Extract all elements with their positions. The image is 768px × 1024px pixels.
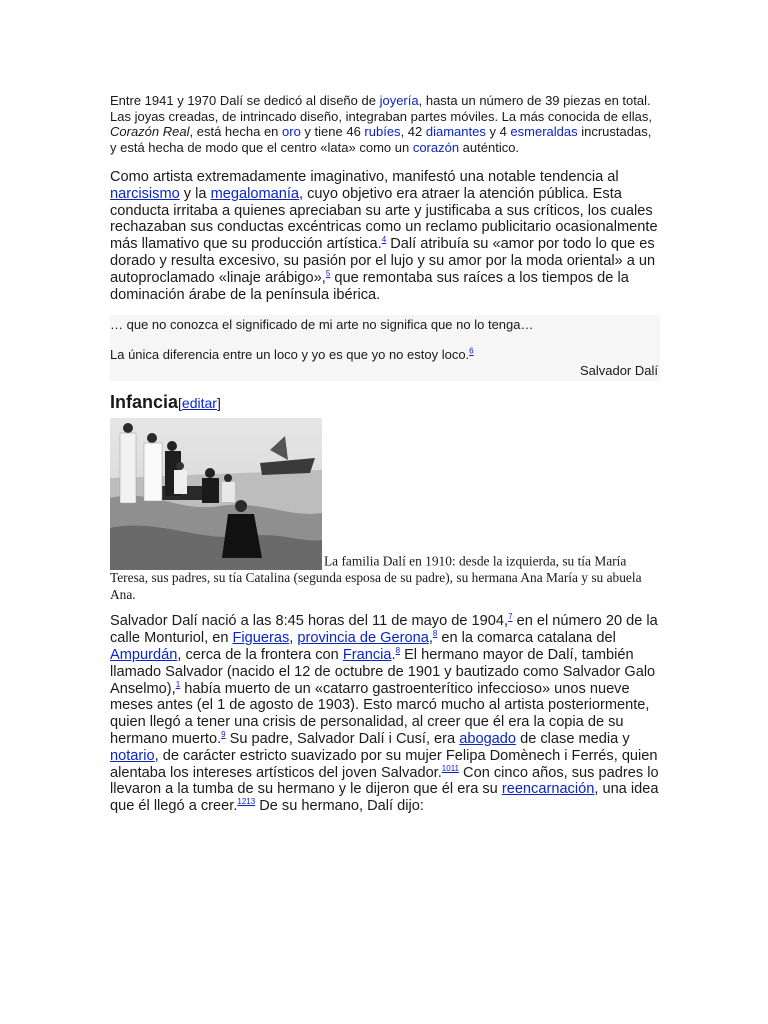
bracket: [	[178, 395, 182, 412]
text-run: Como artista extremadamente imaginativo, manifestó una notable tendencia al	[110, 169, 619, 185]
edit-link[interactable]: editar	[181, 395, 217, 412]
text-run: y 4	[485, 124, 511, 139]
text-run: había muerto de un «catarro gastroenterítico infeccioso» unos nueve meses antes (el 1 de agosto de 1903). Esto marcó mucho al artista posteriormente, quien llegó a tener una crisis de personalidad, al creer que él era la copia de su hermano muerto.	[110, 680, 650, 747]
link-ampurdan[interactable]: Ampurdán	[110, 646, 178, 663]
birth-paragraph	[110, 613, 660, 815]
link-reencarnacion[interactable]: reencarnación	[501, 781, 595, 798]
jewel-title: Corazón Real	[110, 124, 190, 139]
text-run: y la	[179, 185, 211, 202]
quote-line-1: … que no conozca el significado de mi arte no significa que no lo tenga…	[110, 317, 534, 333]
ref-9[interactable]: 9	[221, 730, 226, 740]
text-run: ,	[289, 630, 298, 647]
text-run: , una idea que él llegó a creer.	[110, 781, 659, 815]
text-run: Con cinco años, sus padres lo llevaron a la tumba de su hermano y le dijeron que él era su	[110, 764, 659, 798]
ref-4[interactable]: 4	[381, 235, 387, 245]
quote-author: Salvador Dalí	[579, 363, 658, 379]
link-megalomania[interactable]: megalomanía	[210, 185, 300, 202]
link-oro[interactable]: oro	[282, 124, 301, 139]
text-run: , cerca de la frontera con	[177, 646, 343, 663]
text-run: .	[391, 646, 396, 663]
link-esmeraldas[interactable]: esmeraldas	[510, 124, 578, 139]
family-photo[interactable]	[110, 418, 322, 570]
text-run: y tiene 46	[300, 124, 365, 139]
ref-5[interactable]: 5	[325, 268, 331, 278]
text-run: en el número 20 de la calle Monturiol, en	[110, 613, 658, 647]
text-run: El hermano mayor de Dalí, también llamado Salvador (nacido el 12 de octubre de 1901 y bautizado como Salvador Galo Anselmo),	[110, 646, 656, 697]
jewelry-paragraph	[110, 93, 660, 155]
ref-10-11[interactable]: 1011	[441, 763, 459, 773]
link-francia[interactable]: Francia	[342, 646, 392, 663]
text-run: Dalí atribuía su «amor por todo lo que es dorado y resulta excesivo, su pasión por el lujo y su amor por la moda oriental» a un autoproclamado «linaje arábigo»,	[110, 236, 656, 286]
ref-7[interactable]: 7	[508, 612, 513, 622]
text-run: de clase media y	[516, 730, 630, 747]
link-rubies[interactable]: rubíes	[364, 124, 401, 139]
personality-paragraph	[110, 169, 660, 303]
section-heading	[110, 391, 660, 414]
article-body	[110, 93, 660, 815]
dali-quote	[110, 315, 660, 381]
ref-1[interactable]: 1	[175, 679, 181, 689]
bracket: ]	[216, 395, 221, 412]
text-run: De su hermano, Dalí dijo:	[255, 798, 424, 815]
ref-8[interactable]: 8	[395, 646, 401, 656]
ref-8[interactable]: 8	[432, 629, 438, 639]
link-notario[interactable]: notario	[110, 747, 155, 764]
text-run: ,	[428, 630, 433, 647]
text-run: en la comarca catalana del	[437, 630, 616, 647]
family-photo-figure	[110, 418, 660, 603]
text-run: , está hecha en	[189, 124, 283, 139]
text-run: auténtico.	[459, 139, 520, 155]
text-run: Salvador Dalí nació a las 8:45 horas del 11 de mayo de 1904,	[110, 613, 509, 630]
text-run: , de carácter estricto suavizado por su mujer Felipa Domènech i Ferrés, quien alentaba los intereses artísticos del joven Salvador.	[110, 747, 658, 781]
text-run: , 42	[400, 124, 426, 139]
text-run: incrustadas, y está hecha de modo que el centro «lata» como un	[110, 124, 652, 155]
text-run: La única diferencia entre un loco y yo es que yo no estoy loco.	[110, 347, 470, 363]
section-title: Infancia	[110, 392, 179, 413]
edit-link-wrapper	[178, 395, 221, 411]
text-run: que remontaba sus raíces a los tiempos de la dominación árabe de la península ibérica.	[110, 269, 629, 303]
ref-12-13[interactable]: 1213	[237, 797, 256, 807]
link-narcisismo[interactable]: narcisismo	[110, 185, 180, 202]
link-provincia-gerona[interactable]: provincia de Gerona	[297, 630, 429, 647]
link-diamantes[interactable]: diamantes	[425, 124, 486, 139]
text-run: , cuyo objetivo era atraer la atención pública. Esta conducta irritaba a quienes apreciaban su arte y justificaba a sus críticos, los cuales rechazaban sus conductas excéntricas como un reclamo publicitario ocasionalmente más llamativo que su producción artística.	[110, 185, 658, 253]
link-corazon[interactable]: corazón	[412, 139, 460, 155]
photo-caption: La familia Dalí en 1910: desde la izquierda, su tía María Teresa, sus padres, su tía Catalina (segunda esposa de su padre), su hermana Ana María y su abuela Ana.	[110, 553, 642, 602]
link-figueras[interactable]: Figueras	[232, 630, 290, 647]
text-run: Su padre, Salvador Dalí i Cusí, era	[225, 730, 460, 747]
text-run: Entre 1941 y 1970 Dalí se dedicó al diseño de	[110, 93, 380, 108]
link-abogado[interactable]: abogado	[459, 730, 517, 747]
quote-line-2	[110, 337, 660, 363]
ref-6[interactable]: 6	[469, 347, 474, 357]
link-joyeria[interactable]: joyería	[379, 93, 419, 108]
text-run: , hasta un número de 39 piezas en total. Las joyas creadas, de intrincado diseño, integraban partes móviles. La más conocida de ellas,	[110, 93, 652, 124]
